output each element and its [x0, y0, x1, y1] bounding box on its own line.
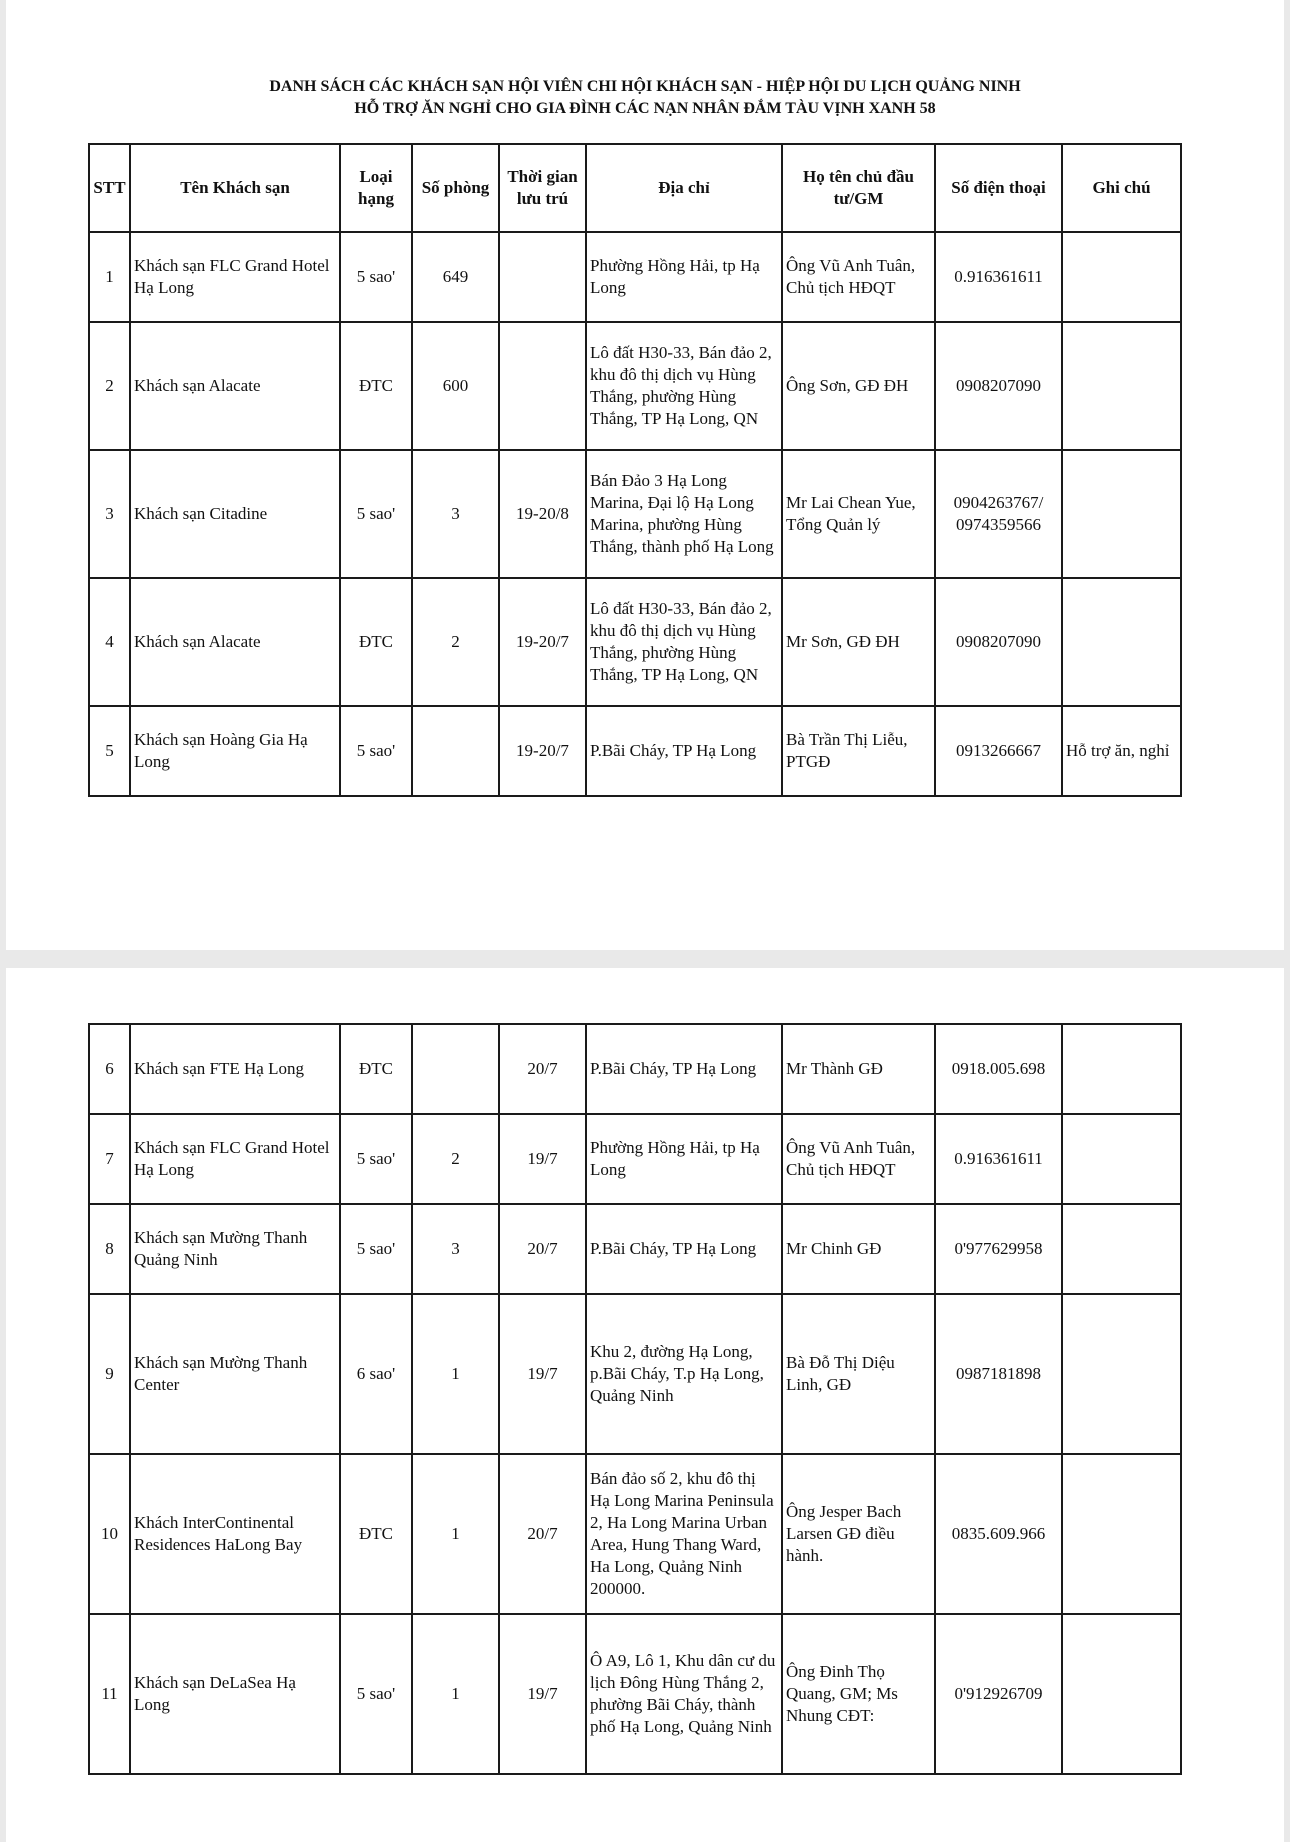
stay-time-cell: 19/7	[499, 1294, 586, 1454]
owner-cell: Ông Jesper Bach Larsen GĐ điều hành.	[782, 1454, 935, 1614]
stay-time-cell: 19-20/8	[499, 450, 586, 578]
document-title-line-2: HỖ TRỢ ĂN NGHỈ CHO GIA ĐÌNH CÁC NẠN NHÂN ĐẮM TÀU VỊNH XANH 58	[354, 100, 936, 117]
class-cell: 5 sao'	[340, 1114, 412, 1204]
stt-cell: 6	[89, 1024, 130, 1114]
stay-time-cell: 20/7	[499, 1204, 586, 1294]
owner-cell: Ông Sơn, GĐ ĐH	[782, 322, 935, 450]
class-cell: 5 sao'	[340, 1614, 412, 1774]
notes-cell	[1062, 322, 1181, 450]
address-cell: Khu 2, đường Hạ Long, p.Bãi Cháy, T.p Hạ Long, Quảng Ninh	[586, 1294, 782, 1454]
owner-cell: Bà Trần Thị Liễu, PTGĐ	[782, 706, 935, 796]
column-header-owner: Họ tên chủ đầu tư/GM	[782, 144, 935, 232]
phone-cell: 0'912926709	[935, 1614, 1062, 1774]
stay-time-cell	[499, 232, 586, 322]
stt-cell: 5	[89, 706, 130, 796]
notes-cell	[1062, 1114, 1181, 1204]
table-row	[89, 1204, 1181, 1294]
hotel-name-cell: Khách sạn FTE Hạ Long	[130, 1024, 340, 1114]
owner-cell: Mr Thành GĐ	[782, 1024, 935, 1114]
rooms-cell: 2	[412, 578, 499, 706]
column-header-phone: Số điện thoại	[935, 144, 1062, 232]
hotel-name-cell: Khách sạn Hoàng Gia Hạ Long	[130, 706, 340, 796]
rooms-cell: 2	[412, 1114, 499, 1204]
notes-cell	[1062, 1614, 1181, 1774]
phone-cell: 0.916361611	[935, 1114, 1062, 1204]
stay-time-cell: 19-20/7	[499, 706, 586, 796]
stay-time-cell: 19/7	[499, 1114, 586, 1204]
column-header-stay-time: Thời gian lưu trú	[499, 144, 586, 232]
class-cell: ĐTC	[340, 1024, 412, 1114]
phone-cell: 0918.005.698	[935, 1024, 1062, 1114]
phone-cell: 0835.609.966	[935, 1454, 1062, 1614]
stay-time-cell: 20/7	[499, 1024, 586, 1114]
rooms-cell: 1	[412, 1614, 499, 1774]
hotel-name-cell: Khách sạn Alacate	[130, 322, 340, 450]
hotel-name-cell: Khách sạn Citadine	[130, 450, 340, 578]
table-row	[89, 232, 1181, 322]
document-title-line-1: DANH SÁCH CÁC KHÁCH SẠN HỘI VIÊN CHI HỘI KHÁCH SẠN - HIỆP HỘI DU LỊCH QUẢNG NINH	[269, 78, 1021, 95]
stt-cell: 3	[89, 450, 130, 578]
table-row	[89, 1114, 1181, 1204]
stay-time-cell	[499, 322, 586, 450]
hotel-name-cell: Khách sạn FLC Grand Hotel Hạ Long	[130, 232, 340, 322]
class-cell: ĐTC	[340, 578, 412, 706]
hotel-table-part-2	[88, 1023, 1182, 1775]
rooms-cell: 3	[412, 1204, 499, 1294]
stay-time-cell: 19-20/7	[499, 578, 586, 706]
table-row	[89, 1024, 1181, 1114]
owner-cell: Ông Đinh Thọ Quang, GM; Ms Nhung CĐT:	[782, 1614, 935, 1774]
owner-cell: Mr Chinh GĐ	[782, 1204, 935, 1294]
stay-time-cell: 19/7	[499, 1614, 586, 1774]
document-page-2	[6, 968, 1284, 1842]
table-row	[89, 706, 1181, 796]
class-cell: 6 sao'	[340, 1294, 412, 1454]
phone-cell: 0'977629958	[935, 1204, 1062, 1294]
owner-cell: Ông Vũ Anh Tuân, Chủ tịch HĐQT	[782, 232, 935, 322]
stt-cell: 10	[89, 1454, 130, 1614]
column-header-notes: Ghi chú	[1062, 144, 1181, 232]
table-row	[89, 1294, 1181, 1454]
phone-cell: 0987181898	[935, 1294, 1062, 1454]
column-header-rooms: Số phòng	[412, 144, 499, 232]
notes-cell	[1062, 1294, 1181, 1454]
owner-cell: Mr Sơn, GĐ ĐH	[782, 578, 935, 706]
notes-cell: Hỗ trợ ăn, nghỉ	[1062, 706, 1181, 796]
rooms-cell: 1	[412, 1294, 499, 1454]
rooms-cell: 1	[412, 1454, 499, 1614]
table-row	[89, 1614, 1181, 1774]
notes-cell	[1062, 232, 1181, 322]
column-header-address: Địa chỉ	[586, 144, 782, 232]
table-row	[89, 322, 1181, 450]
address-cell: P.Bãi Cháy, TP Hạ Long	[586, 706, 782, 796]
stt-cell: 4	[89, 578, 130, 706]
stt-cell: 11	[89, 1614, 130, 1774]
stay-time-cell: 20/7	[499, 1454, 586, 1614]
table-row	[89, 1454, 1181, 1614]
hotel-table-part-1	[88, 143, 1182, 797]
stt-cell: 8	[89, 1204, 130, 1294]
rooms-cell: 3	[412, 450, 499, 578]
class-cell: 5 sao'	[340, 706, 412, 796]
hotel-name-cell: Khách sạn FLC Grand Hotel Hạ Long	[130, 1114, 340, 1204]
notes-cell	[1062, 1024, 1181, 1114]
owner-cell: Bà Đỗ Thị Diệu Linh, GĐ	[782, 1294, 935, 1454]
address-cell: P.Bãi Cháy, TP Hạ Long	[586, 1024, 782, 1114]
stt-cell: 2	[89, 322, 130, 450]
rooms-cell	[412, 1024, 499, 1114]
address-cell: Lô đất H30-33, Bán đảo 2, khu đô thị dịch vụ Hùng Thắng, phường Hùng Thắng, TP Hạ Long, QN	[586, 322, 782, 450]
column-header-stt: STT	[89, 144, 130, 232]
class-cell: ĐTC	[340, 1454, 412, 1614]
class-cell: 5 sao'	[340, 450, 412, 578]
address-cell: Phường Hồng Hải, tp Hạ Long	[586, 232, 782, 322]
phone-cell: 0913266667	[935, 706, 1062, 796]
column-header-class: Loại hạng	[340, 144, 412, 232]
hotel-name-cell: Khách InterContinental Residences HaLong Bay	[130, 1454, 340, 1614]
stt-cell: 7	[89, 1114, 130, 1204]
address-cell: P.Bãi Cháy, TP Hạ Long	[586, 1204, 782, 1294]
address-cell: Ô A9, Lô 1, Khu dân cư du lịch Đông Hùng Thắng 2, phường Bãi Cháy, thành phố Hạ Long, Quảng Ninh	[586, 1614, 782, 1774]
phone-cell: 0.916361611	[935, 232, 1062, 322]
owner-cell: Mr Lai Chean Yue, Tổng Quản lý	[782, 450, 935, 578]
notes-cell	[1062, 450, 1181, 578]
rooms-cell: 649	[412, 232, 499, 322]
phone-cell: 0904263767/ 0974359566	[935, 450, 1062, 578]
phone-cell: 0908207090	[935, 322, 1062, 450]
column-header-hotel-name: Tên Khách sạn	[130, 144, 340, 232]
address-cell: Lô đất H30-33, Bán đảo 2, khu đô thị dịch vụ Hùng Thắng, phường Hùng Thắng, TP Hạ Long, QN	[586, 578, 782, 706]
address-cell: Bán đảo số 2, khu đô thị Hạ Long Marina Peninsula 2, Ha Long Marina Urban Area, Hung Thang Ward, Ha Long, Quảng Ninh 200000.	[586, 1454, 782, 1614]
table-row	[89, 450, 1181, 578]
phone-cell: 0908207090	[935, 578, 1062, 706]
notes-cell	[1062, 578, 1181, 706]
hotel-name-cell: Khách sạn DeLaSea Hạ Long	[130, 1614, 340, 1774]
address-cell: Bán Đảo 3 Hạ Long Marina, Đại lộ Hạ Long Marina, phường Hùng Thắng, thành phố Hạ Long	[586, 450, 782, 578]
rooms-cell: 600	[412, 322, 499, 450]
notes-cell	[1062, 1454, 1181, 1614]
table-header-row	[89, 144, 1181, 232]
hotel-name-cell: Khách sạn Alacate	[130, 578, 340, 706]
owner-cell: Ông Vũ Anh Tuân, Chủ tịch HĐQT	[782, 1114, 935, 1204]
class-cell: 5 sao'	[340, 1204, 412, 1294]
stt-cell: 9	[89, 1294, 130, 1454]
hotel-name-cell: Khách sạn Mường Thanh Center	[130, 1294, 340, 1454]
rooms-cell	[412, 706, 499, 796]
notes-cell	[1062, 1204, 1181, 1294]
document-page-1	[6, 0, 1284, 950]
class-cell: ĐTC	[340, 322, 412, 450]
class-cell: 5 sao'	[340, 232, 412, 322]
address-cell: Phường Hồng Hải, tp Hạ Long	[586, 1114, 782, 1204]
table-row	[89, 578, 1181, 706]
hotel-name-cell: Khách sạn Mường Thanh Quảng Ninh	[130, 1204, 340, 1294]
stt-cell: 1	[89, 232, 130, 322]
